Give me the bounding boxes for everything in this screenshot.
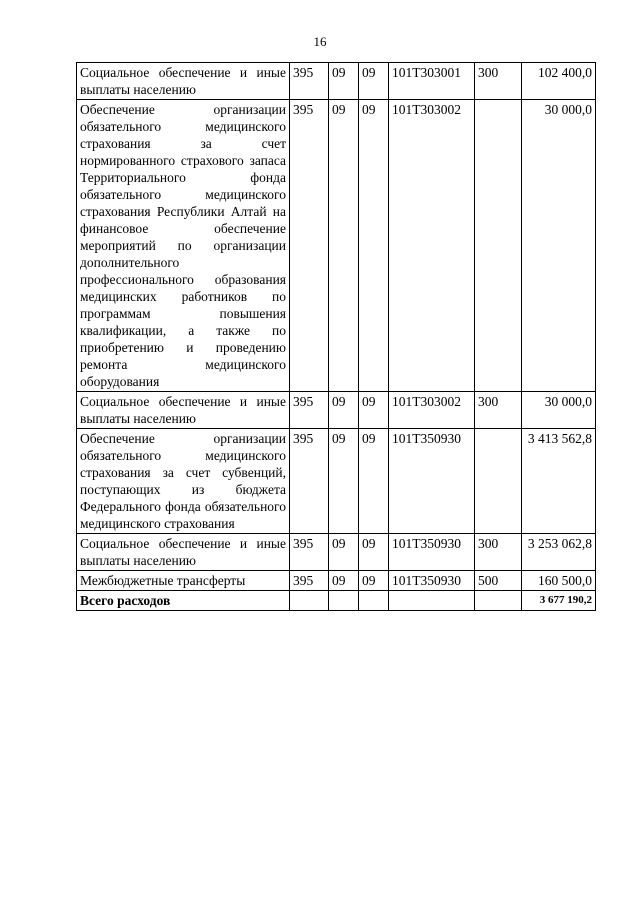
expense-type-cell: 500 — [475, 571, 522, 591]
expense-name-cell: Межбюджетные трансферты — [77, 571, 290, 591]
section-cell: 09 — [329, 534, 359, 571]
section-cell: 09 — [329, 429, 359, 534]
expense-type-cell — [475, 100, 522, 392]
amount-cell: 102 400,0 — [522, 63, 596, 100]
empty-cell — [329, 591, 359, 611]
total-row — [77, 591, 596, 611]
table-row — [77, 429, 596, 534]
target-article-cell: 101Т350930 — [389, 534, 475, 571]
section-cell: 09 — [329, 100, 359, 392]
target-article-cell: 101Т303002 — [389, 392, 475, 429]
table-row — [77, 100, 596, 392]
expense-type-cell: 300 — [475, 392, 522, 429]
subsection-cell: 09 — [359, 63, 389, 100]
section-cell: 09 — [329, 392, 359, 429]
total-amount: 3 677 190,2 — [522, 591, 596, 611]
expense-name-cell: Социальное обеспечение и иные выплаты населению — [77, 63, 290, 100]
page-number: 16 — [313, 34, 327, 49]
grbs-cell: 395 — [290, 392, 329, 429]
table-row — [77, 392, 596, 429]
grbs-cell: 395 — [290, 534, 329, 571]
target-article-cell: 101Т303002 — [389, 100, 475, 392]
grbs-cell: 395 — [290, 100, 329, 392]
table-row — [77, 571, 596, 591]
budget-table — [76, 62, 596, 611]
empty-cell — [290, 591, 329, 611]
target-article-cell: 101Т350930 — [389, 571, 475, 591]
grbs-cell: 395 — [290, 429, 329, 534]
grbs-cell: 395 — [290, 571, 329, 591]
section-cell: 09 — [329, 63, 359, 100]
expense-name-cell: Социальное обеспечение и иные выплаты населению — [77, 392, 290, 429]
table-row — [77, 63, 596, 100]
target-article-cell: 101Т303001 — [389, 63, 475, 100]
amount-cell: 30 000,0 — [522, 392, 596, 429]
table-row — [77, 534, 596, 571]
subsection-cell: 09 — [359, 100, 389, 392]
section-cell: 09 — [329, 571, 359, 591]
amount-cell: 160 500,0 — [522, 571, 596, 591]
grbs-cell: 395 — [290, 63, 329, 100]
expense-name-cell: Обеспечение организации обязательного медицинского страхования за счет субвенций, поступающих из бюджета Федерального фонда обязательного медицинского страхования — [77, 429, 290, 534]
expense-name-cell: Социальное обеспечение и иные выплаты населению — [77, 534, 290, 571]
expense-type-cell — [475, 429, 522, 534]
expense-type-cell: 300 — [475, 63, 522, 100]
amount-cell: 3 253 062,8 — [522, 534, 596, 571]
empty-cell — [359, 591, 389, 611]
expense-type-cell: 300 — [475, 534, 522, 571]
subsection-cell: 09 — [359, 534, 389, 571]
target-article-cell: 101Т350930 — [389, 429, 475, 534]
expense-name-cell: Обеспечение организации обязательного медицинского страхования за счет нормированного страхового запаса Территориального фонда обязательного медицинского страхования Республики Алтай на финансовое обеспечение мероприятий по организации дополнительного профессионального образования медицинских работников по программам повышения квалификации, а также по приобретению и проведению ремонта медицинского оборудования — [77, 100, 290, 392]
subsection-cell: 09 — [359, 429, 389, 534]
subsection-cell: 09 — [359, 571, 389, 591]
amount-cell: 3 413 562,8 — [522, 429, 596, 534]
empty-cell — [389, 591, 475, 611]
empty-cell — [475, 591, 522, 611]
total-label: Всего расходов — [77, 591, 290, 611]
subsection-cell: 09 — [359, 392, 389, 429]
amount-cell: 30 000,0 — [522, 100, 596, 392]
